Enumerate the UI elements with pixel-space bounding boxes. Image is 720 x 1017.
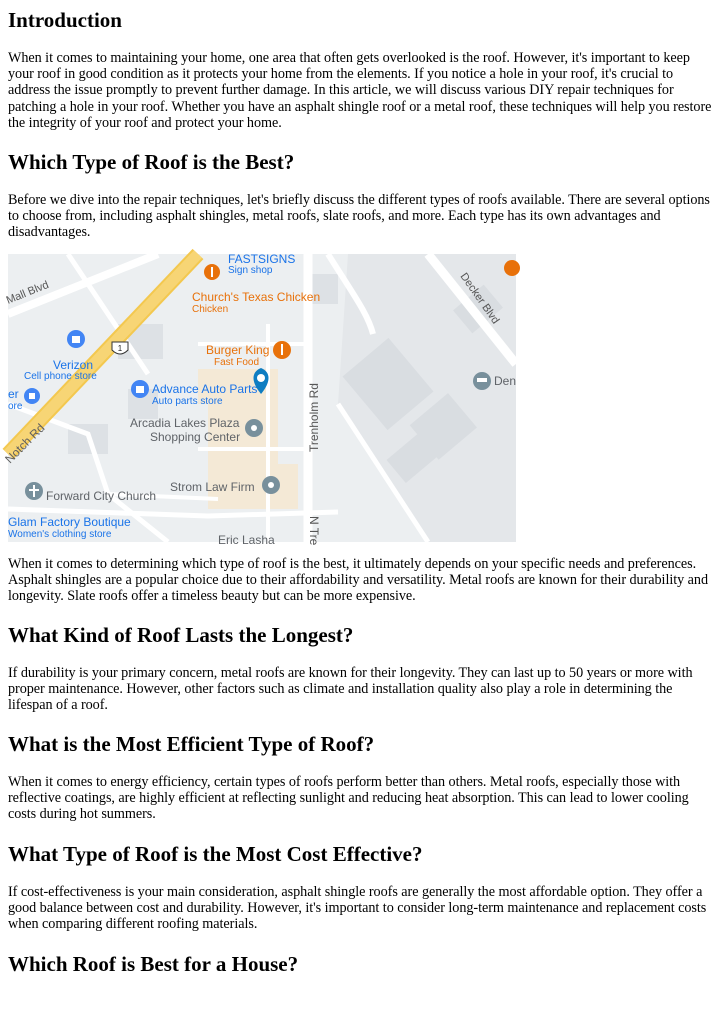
svg-text:Strom Law Firm: Strom Law Firm <box>170 480 255 494</box>
svg-text:Burger King: Burger King <box>206 343 270 357</box>
road-label-mall: Mall Blvd <box>4 278 51 307</box>
route-shield-icon <box>112 342 128 354</box>
paragraph-cost-effective-roof: If cost-effectiveness is your main consideration, asphalt shingle roofs are generally the most affordable option. They offer a good balance between cost and durability. However, it's important to consider long-term maintenance and replacement costs when comparing different roofing materials. <box>8 884 707 933</box>
svg-text:Shopping Center: Shopping Center <box>150 430 241 444</box>
svg-text:FASTSIGNS: FASTSIGNS <box>228 252 296 266</box>
svg-text:Women's clothing store: Women's clothing store <box>8 529 112 540</box>
svg-text:Auto parts store: Auto parts store <box>152 396 223 407</box>
corner-food-icon <box>504 260 520 276</box>
paragraph-introduction: When it comes to maintaining your home, one area that often gets overlooked is the roof. However, it's important to keep your roof in good condition as it protects your home from the elements. If you notice a hole in your roof, it's crucial to address the issue promptly to prevent further damage. In this article, we will discuss various DIY repair techniques for patching a hole in your roof. Whether you have an asphalt shingle roof or a metal roof, these techniques will help you restore the integrity of your roof and protect your home. <box>8 50 712 131</box>
svg-text:Eric Lasha: Eric Lasha <box>218 533 275 547</box>
heading-cost-effective-roof: What Type of Roof is the Most Cost Effective? <box>8 842 423 866</box>
heading-best-roof: Which Type of Roof is the Best? <box>8 150 295 174</box>
heading-longest-roof: What Kind of Roof Lasts the Longest? <box>8 623 354 647</box>
map-image <box>2 252 517 547</box>
svg-text:Den: Den <box>494 374 517 388</box>
svg-text:Church's Texas Chicken: Church's Texas Chicken <box>192 290 321 304</box>
eric-poi[interactable] <box>218 533 275 547</box>
road-label-notch: Notch Rd <box>2 420 48 467</box>
road-label-decker: Decker Blvd <box>457 270 502 327</box>
paragraph-efficient-roof: When it comes to energy efficiency, certain types of roofs perform better than others. Metal roofs, especially those with reflective coatings, are highly efficient at reflecting sunlight and reducing heat absorption. This can lead to lower cooling costs during hot summers. <box>8 774 689 823</box>
burger-king-pin-icon <box>273 341 291 359</box>
education-poi[interactable] <box>473 372 516 390</box>
svg-text:Sign shop: Sign shop <box>228 265 273 276</box>
paragraph-longest-roof: If durability is your primary concern, metal roofs are known for their longevity. They can last up to 50 years or more with proper maintenance. However, other factors such as climate and installation quality also play a role in determining the lifespan of a roof. <box>8 665 693 714</box>
svg-text:Chicken: Chicken <box>192 304 229 315</box>
heading-introduction: Introduction <box>8 8 122 32</box>
svg-text:Advance Auto Parts: Advance Auto Parts <box>152 382 258 396</box>
heading-efficient-roof: What is the Most Efficient Type of Roof? <box>8 732 375 756</box>
road-label-trenholm: Trenholm Rd <box>307 383 321 452</box>
svg-text:Fast Food: Fast Food <box>214 357 260 368</box>
svg-text:Arcadia Lakes Plaza: Arcadia Lakes Plaza <box>130 416 240 430</box>
svg-text:Verizon: Verizon <box>53 358 94 372</box>
svg-text:ore: ore <box>8 401 23 412</box>
fork-knife-icon <box>204 264 220 280</box>
paragraph-best-roof: When it comes to determining which type of roof is the best, it ultimately depends on your specific needs and preferences. Asphalt shingles are a popular choice due to their affordability and versatility. Metal roofs are known for their durability and longevity. Slate roofs offer a timeless beauty but can be more expensive. <box>8 556 709 605</box>
heading-best-house-roof: Which Roof is Best for a House? <box>8 952 299 976</box>
svg-text:Cell phone store: Cell phone store <box>24 371 97 382</box>
road-label-n-tre: N Tre <box>307 516 321 546</box>
paragraph-roof-types: Before we dive into the repair techniques, let's briefly discuss the different types of roofs available. There are several options to choose from, including asphalt shingles, metal roofs, slate roofs, and more. Each type has its own advantages and disadvantages. <box>8 192 710 241</box>
svg-text:Glam Factory Boutique: Glam Factory Boutique <box>8 515 131 529</box>
svg-text:1: 1 <box>117 344 123 353</box>
svg-text:Forward City Church: Forward City Church <box>46 489 157 503</box>
svg-text:er: er <box>8 387 19 401</box>
